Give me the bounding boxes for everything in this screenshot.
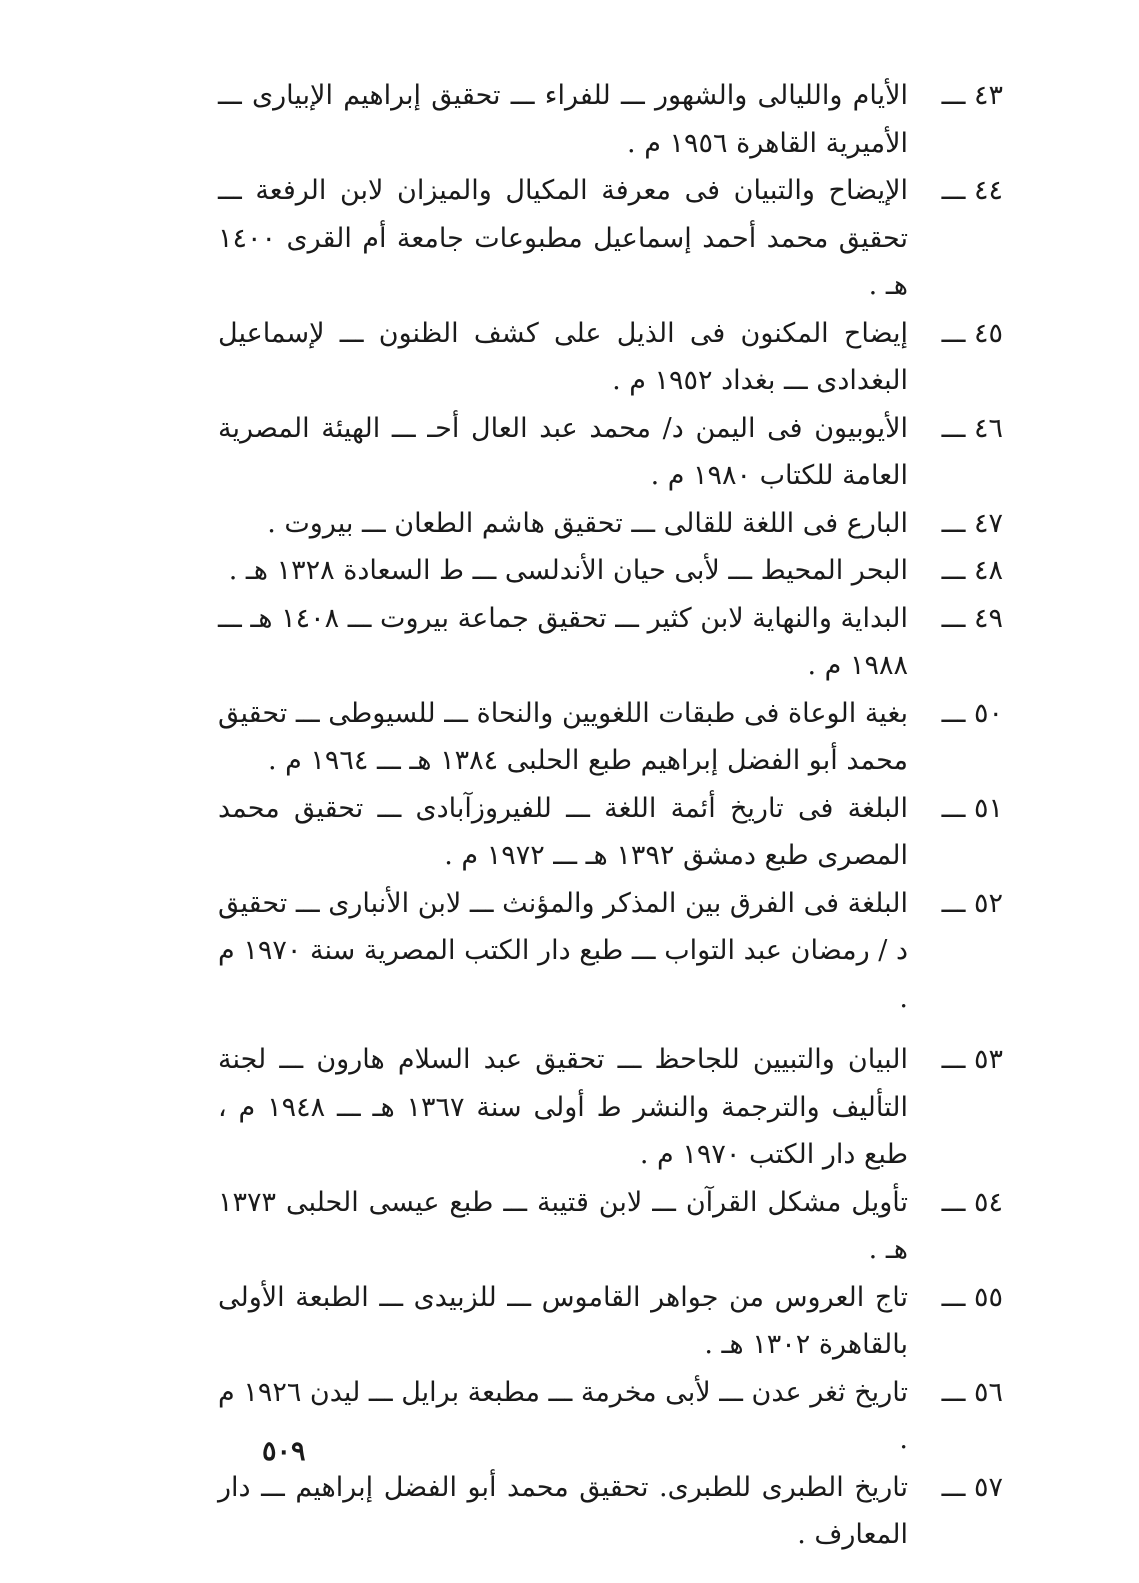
entry-text: البحر المحيط ـــ لأبى حيان الأندلسى ـــ ط السعادة ١٣٢٨ هـ . (228, 555, 908, 586)
entry-number: ٥٧ ـــ (941, 1471, 1003, 1503)
entry-number: ٤٣ ـــ (941, 80, 1003, 111)
entry-number: ٥٣ ـــ (941, 1044, 1003, 1075)
entry-text: تاج العروس من جواهر القاموس ـــ للزبيدى ـــ الطبعة الأولى بالقاهرة ١٣٠٢ هـ . (218, 1281, 908, 1360)
entry-text: تاريخ الطبرى للطبرى. تحقيق محمد أبو الفضل إبراهيم ـــ دار المعارف . (218, 1471, 908, 1550)
entry-text: الأيوبيون فى اليمن د/ محمد عبد العال أحـ ـــ الهيئة المصرية العامة للكتاب ١٩٨٠ م . (218, 412, 908, 491)
entry-text: تأويل مشكل القرآن ـــ لابن قتيبة ـــ طبع عيسى الحلبى ١٣٧٣ هـ . (218, 1186, 908, 1265)
entry-number: ٤٨ ـــ (941, 555, 1003, 586)
entry-text: إيضاح المكنون فى الذيل على كشف الظنون ـــ لإسماعيل البغدادى ـــ بغداد ١٩٥٢ م . (218, 317, 908, 396)
entry-number: ٥٥ ـــ (941, 1281, 1003, 1313)
bibliography-entry-43 (218, 72, 1003, 167)
entry-text: البلغة فى تاريخ أئمة اللغة ـــ للفيروزآبادى ـــ تحقيق محمد المصرى طبع دمشق ١٣٩٢ هـ ـــ ١٩٧٢ م . (218, 792, 908, 871)
bibliography-entry-46 (218, 405, 1003, 500)
bibliography-entry-53 (218, 1036, 1003, 1179)
entry-number: ٤٩ ـــ (941, 602, 1003, 634)
bibliography-entry-51 (218, 785, 1003, 880)
bibliography-entry-56 (218, 1369, 1003, 1464)
entry-text: البداية والنهاية لابن كثير ـــ تحقيق جماعة بيروت ـــ ١٤٠٨ هـ ـــ ١٩٨٨ م . (218, 602, 909, 681)
bibliography-entry-57 (218, 1464, 1003, 1559)
entry-number: ٥١ ـــ (941, 792, 1003, 824)
bibliography-list (218, 72, 1003, 1559)
entry-number: ٤٦ ـــ (941, 412, 1003, 444)
entry-number: ٥٠ ـــ (941, 697, 1003, 729)
entry-number: ٤٥ ـــ (941, 317, 1003, 349)
bibliography-entry-48 (218, 547, 1003, 595)
entry-number: ٤٤ ـــ (941, 175, 1003, 206)
bibliography-entry-49 (218, 595, 1003, 690)
bibliography-entry-52 (218, 880, 1003, 1023)
entry-number: ٥٦ ـــ (941, 1376, 1003, 1408)
entry-text: البارع فى اللغة للقالى ـــ تحقيق هاشم الطعان ـــ بيروت . (267, 507, 908, 539)
bibliography-entry-55 (218, 1274, 1003, 1369)
entry-number: ٥٤ ـــ (941, 1186, 1003, 1218)
bibliography-entry-54 (218, 1179, 1003, 1274)
entry-text: البيان والتبيين للجاحظ ـــ تحقيق عبد السلام هارون ـــ لجنة التأليف والترجمة والنشر ط أولى سنة ١٣٦٧ هـ ـــ ١٩٤٨ م ، طبع دار الكتب ١٩٧٠ م . (218, 1044, 908, 1170)
bibliography-entry-50 (218, 690, 1003, 785)
entry-number: ٥٢ ـــ (941, 887, 1003, 919)
entry-number: ٤٧ ـــ (941, 507, 1003, 539)
bibliography-entry-45 (218, 310, 1003, 405)
entry-text: تاريخ ثغر عدن ـــ لأبى مخرمة ـــ مطبعة برايل ـــ ليدن ١٩٢٦ م . (218, 1376, 908, 1455)
page-number: ٥٠٩ (262, 1436, 306, 1467)
entry-text: بغية الوعاة فى طبقات اللغويين والنحاة ـــ للسيوطى ـــ تحقيق محمد أبو الفضل إبراهيم طبع الحلبى ١٣٨٤ هـ ـــ ١٩٦٤ م . (218, 697, 908, 776)
entry-text: الإيضاح والتبيان فى معرفة المكيال والميزان لابن الرفعة ـــ تحقيق محمد أحمد إسماعيل مطبوعات جامعة أم القرى ١٤٠٠ هـ . (218, 175, 908, 301)
entry-text: الأيام والليالى والشهور ـــ للفراء ـــ تحقيق إبراهيم الإبيارى ـــ الأميرية القاهرة ١٩٥٦ م . (218, 80, 908, 159)
bibliography-entry-47 (218, 500, 1003, 548)
bibliography-entry-44 (218, 167, 1003, 310)
entry-text: البلغة فى الفرق بين المذكر والمؤنث ـــ لابن الأنبارى ـــ تحقيق د / رمضان عبد التواب ـــ طبع دار الكتب المصرية سنة ١٩٧٠ م . (218, 887, 908, 1014)
